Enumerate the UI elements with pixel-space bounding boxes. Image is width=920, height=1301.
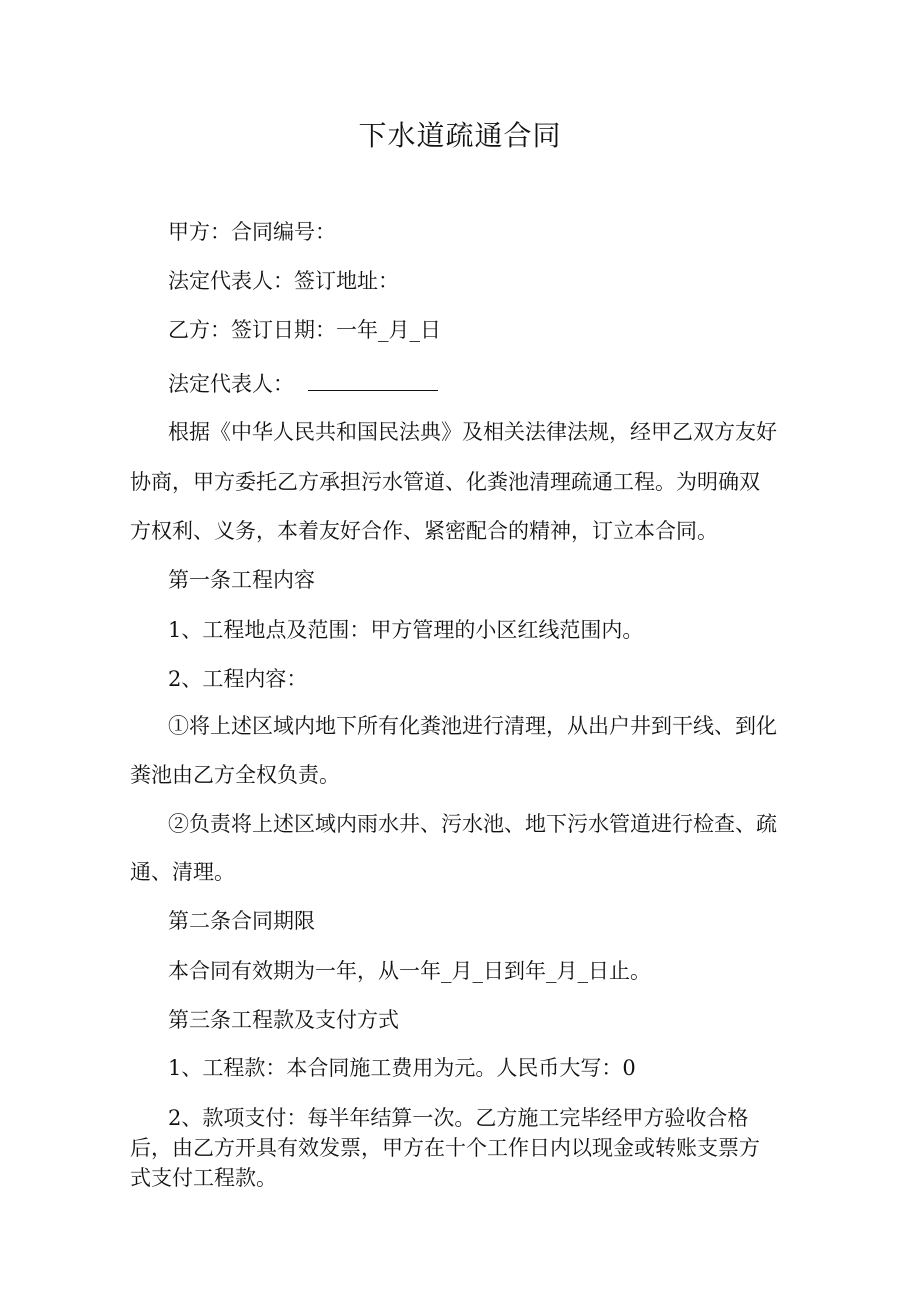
article-1-sub-2-line-2: 通、清理。	[130, 860, 235, 884]
intro-line-1: 根据《中华人民共和国民法典》及相关法律法规，经甲乙双方友好	[168, 420, 777, 444]
article-1-heading: 第一条工程内容	[168, 568, 315, 592]
article-3-item-2-line-1: 2、款项支付：每半年结算一次。乙方施工完毕经甲方验收合格	[168, 1106, 749, 1130]
article-1-item-2: 2、工程内容：	[168, 667, 308, 691]
article-1-sub-1-line-2: 粪池由乙方全权负责。	[130, 763, 340, 787]
article-1-sub-2-line-1: ②负责将上述区域内雨水井、污水池、地下污水管道进行检查、疏	[168, 812, 777, 836]
intro-line-3: 方权利、义务，本着友好合作、紧密配合的精神，订立本合同。	[130, 519, 718, 543]
article-2-heading: 第二条合同期限	[168, 909, 315, 933]
signature-blank	[308, 368, 438, 391]
document-title: 下水道疏通合同	[358, 119, 562, 152]
article-3-item-2-line-3: 式支付工程款。	[130, 1166, 277, 1190]
article-1-item-1: 1、工程地点及范围：甲方管理的小区红线范围内。	[168, 618, 644, 642]
article-1-sub-1-line-1: ①将上述区域内地下所有化粪池进行清理，从出户井到干线、到化	[168, 714, 777, 738]
legal-rep-b-label: 法定代表人：	[168, 372, 294, 396]
legal-rep-b-line	[168, 368, 438, 399]
article-2-text: 本合同有效期为一年，从一年_月_日到年_月_日止。	[168, 959, 651, 983]
article-3-item-1: 1、工程款：本合同施工费用为元。人民币大写：0	[168, 1056, 636, 1080]
intro-line-2: 协商，甲方委托乙方承担污水管道、化粪池清理疏通工程。为明确双	[130, 470, 760, 494]
article-3-heading: 第三条工程款及支付方式	[168, 1008, 399, 1032]
article-3-item-2-line-2: 后，由乙方开具有效发票，甲方在十个工作日内以现金或转账支票方	[130, 1136, 760, 1160]
party-b-line: 乙方：签订日期：一年_月_日	[168, 318, 441, 342]
legal-rep-a-line: 法定代表人：签订地址：	[168, 269, 399, 293]
party-a-line: 甲方：合同编号：	[168, 220, 336, 244]
